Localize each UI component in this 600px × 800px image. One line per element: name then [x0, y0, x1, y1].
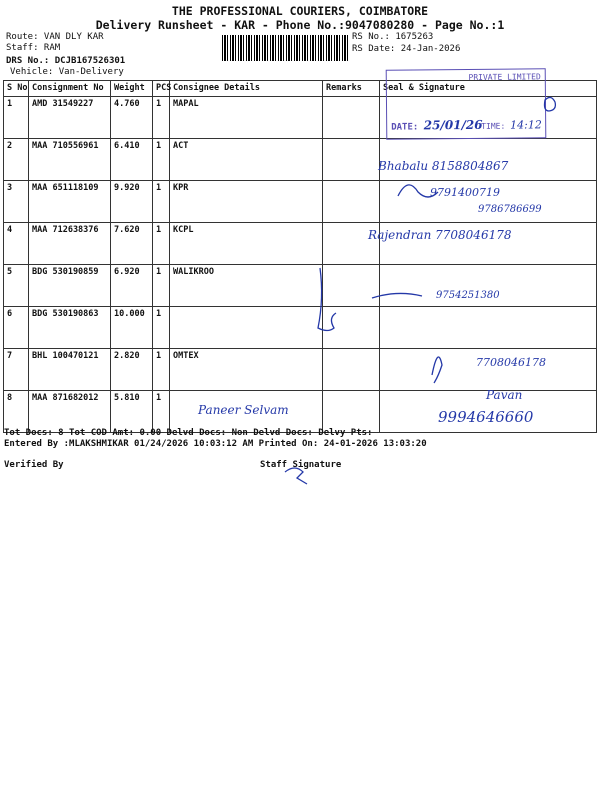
stamp-time-value: 14:12: [510, 118, 542, 132]
cell-pcs: 1: [153, 97, 170, 139]
cell-consignee: WALIKROO: [170, 265, 323, 307]
rs-number: RS No.: 1675263: [352, 32, 434, 42]
col-consignee: Consignee Details: [170, 81, 323, 97]
drs-number: DRS No.: DCJB167526301: [6, 56, 126, 66]
cell-consignee: MAPAL: [170, 97, 323, 139]
cell-pcs: 1: [153, 349, 170, 391]
cell-weight: 7.620: [111, 223, 153, 265]
stamp-time-label: TIME:: [481, 121, 506, 131]
cell-sno: 1: [4, 97, 29, 139]
cell-consignment: BDG 530190863: [29, 307, 111, 349]
cell-consignment: MAA 651118109: [29, 181, 111, 223]
col-weight: Weight: [111, 81, 153, 97]
circled-signature-icon: [545, 97, 556, 111]
cell-consignee: ACT: [170, 139, 323, 181]
cell-sno: 4: [4, 223, 29, 265]
row3-handwriting-phone2: 9786786699: [478, 204, 542, 215]
cell-weight: 10.000: [111, 307, 153, 349]
cell-sno: 2: [4, 139, 29, 181]
row4-handwriting: Rajendran 7708046178: [368, 228, 512, 242]
stamp-company-text: PRIVATE LIMITED: [468, 72, 541, 82]
cell-consignment: MAA 712638376: [29, 223, 111, 265]
staff-signature-icon: [285, 468, 307, 484]
cell-pcs: 1: [153, 181, 170, 223]
row8-signature: Pavan: [486, 388, 523, 402]
cell-weight: 6.920: [111, 265, 153, 307]
cell-consignee: KCPL: [170, 223, 323, 265]
cell-weight: 4.760: [111, 97, 153, 139]
remarks-scribble-icon: [318, 268, 336, 331]
cell-consignment: MAA 710556961: [29, 139, 111, 181]
cell-sno: 5: [4, 265, 29, 307]
stamp-date-value: 25/01/26: [423, 117, 483, 133]
cell-weight: 6.410: [111, 139, 153, 181]
row7-handwriting: 7708046178: [476, 356, 546, 369]
cell-consignment: BHL 100470121: [29, 349, 111, 391]
cell-consignment: AMD 31549227: [29, 97, 111, 139]
cell-consignment: BDG 530190859: [29, 265, 111, 307]
cell-consignee: KPR: [170, 181, 323, 223]
col-seal: Seal & Signature: [380, 81, 597, 97]
row3-handwriting-phone: 9791400719: [430, 186, 500, 199]
cell-sno: 3: [4, 181, 29, 223]
staff-label: Staff: RAM: [6, 43, 61, 53]
col-sno: S No: [4, 81, 29, 97]
stamp-date-label: DATE:: [391, 122, 419, 133]
row7-signature-icon: [432, 357, 442, 383]
cell-weight: 9.920: [111, 181, 153, 223]
row8-handwriting-phone: 9994646660: [438, 408, 534, 426]
cell-pcs: 1: [153, 265, 170, 307]
cell-sno: 6: [4, 307, 29, 349]
cell-sno: 7: [4, 349, 29, 391]
cell-pcs: 1: [153, 223, 170, 265]
vehicle-label: Vehicle: Van-Delivery: [10, 67, 124, 77]
cell-pcs: 1: [153, 307, 170, 349]
cell-pcs: 1: [153, 391, 170, 433]
runsheet-title: Delivery Runsheet - KAR - Phone No.:9047080280 - Page No.:1: [95, 18, 505, 32]
totals-line: Tot Docs: 8 Tot COD Amt: 0.00 Delvd Docs: Non Delvd Docs: Delvy Pts:: [4, 428, 373, 438]
col-consignment: Consignment No: [29, 81, 111, 97]
cell-consignment: MAA 871682012: [29, 391, 111, 433]
row5-signature-icon: [372, 293, 422, 298]
row3-handwriting: Bhabalu 8158804867: [378, 159, 509, 173]
cell-weight: 2.820: [111, 349, 153, 391]
row5-handwriting: 9754251380: [436, 290, 500, 301]
row8-handwriting-name: Paneer Selvam: [198, 403, 289, 417]
company-name: THE PROFESSIONAL COURIERS, COIMBATORE: [171, 4, 429, 18]
rs-date: RS Date: 24-Jan-2026: [352, 44, 461, 54]
col-remarks: Remarks: [323, 81, 380, 97]
cell-pcs: 1: [153, 139, 170, 181]
cell-weight: 5.810: [111, 391, 153, 433]
cell-sno: 8: [4, 391, 29, 433]
route-label: Route: VAN DLY KAR: [6, 32, 104, 42]
staff-signature-label: Staff Signature: [260, 460, 342, 470]
verified-by-label: Verified By: [4, 460, 64, 470]
entered-by-line: Entered By :MLAKSHMIKAR 01/24/2026 10:03:12 AM Printed On: 24-01-2026 13:03:20: [4, 439, 427, 449]
col-pcs: PCS: [153, 81, 170, 97]
cell-consignee: OMTEX: [170, 349, 323, 391]
